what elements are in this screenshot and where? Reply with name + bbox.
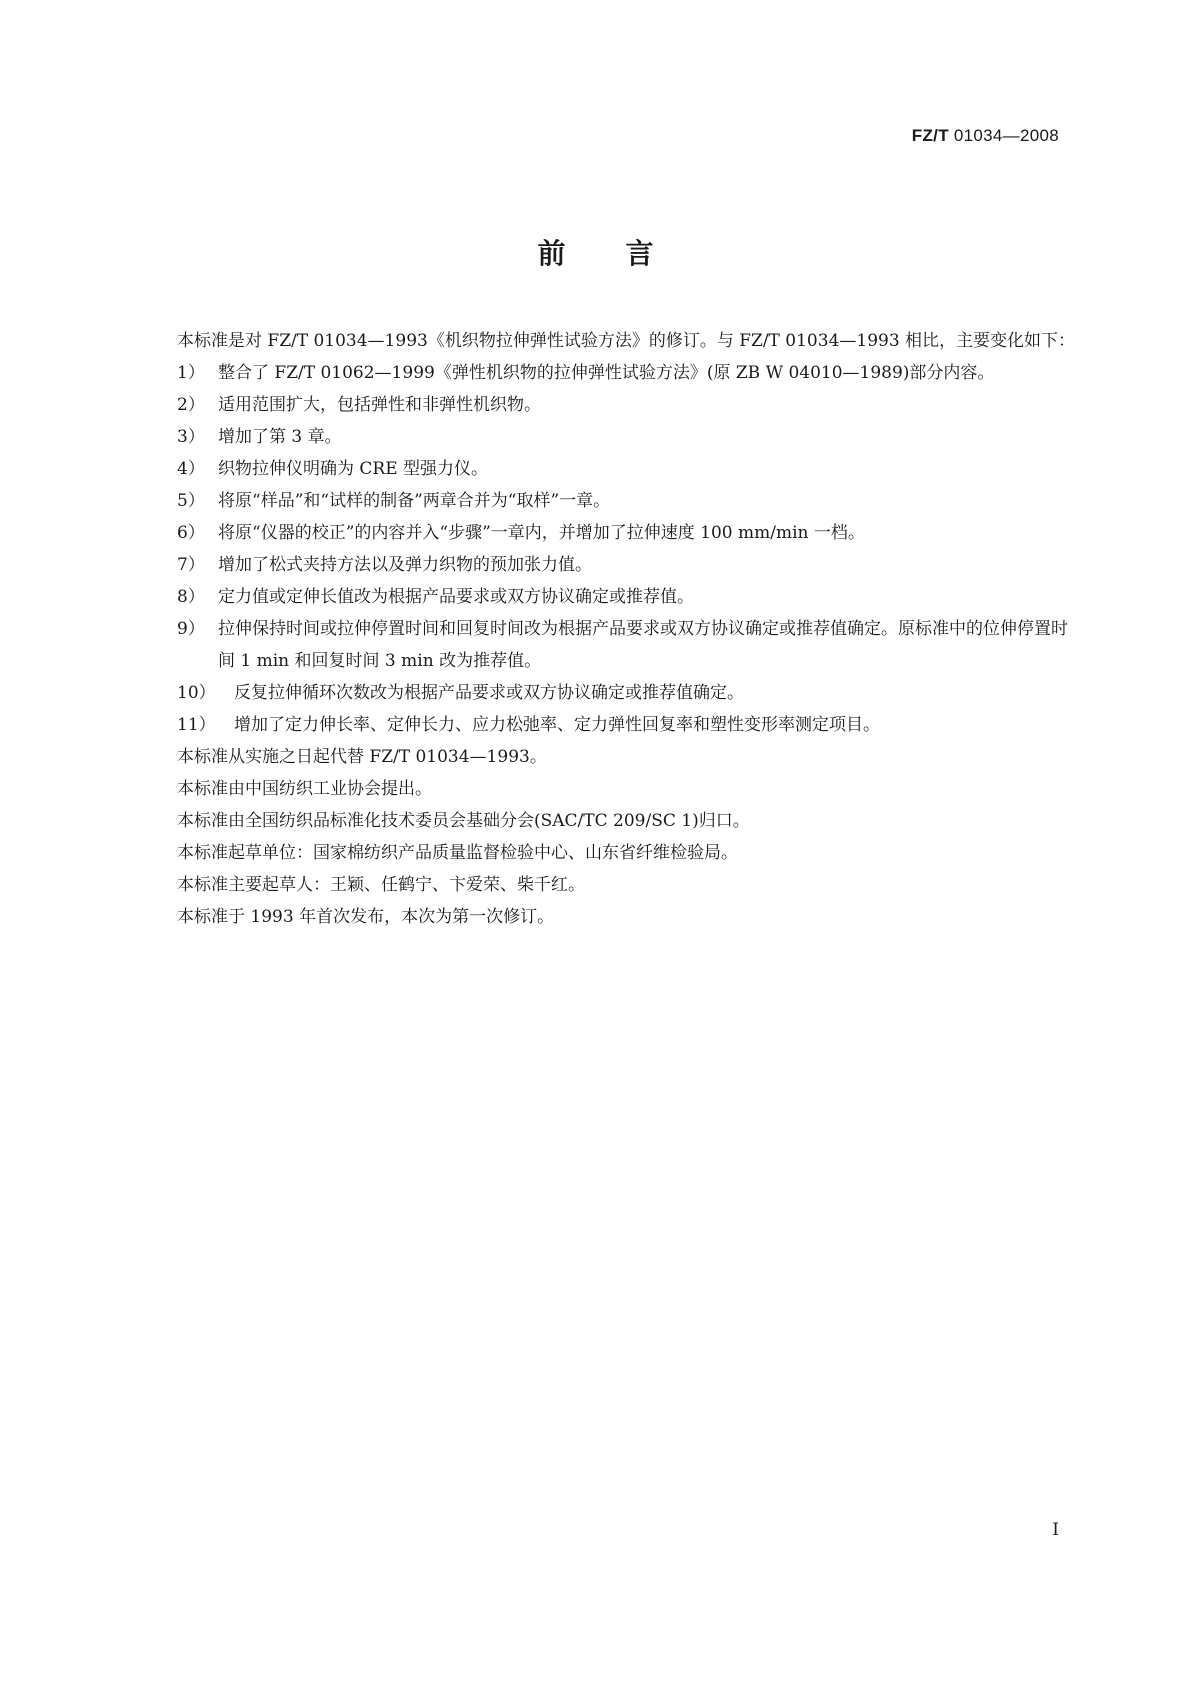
list-item: [132, 421, 1077, 453]
list-item: [132, 677, 1077, 709]
item-text: 定力值或定伸长值改为根据产品要求或双方协议确定或推荐值。: [218, 587, 694, 607]
page-title: 前言: [537, 237, 714, 270]
item-number: 3）: [177, 427, 205, 447]
list-item: [132, 709, 1077, 741]
list-item: [132, 453, 1077, 485]
list-item: [132, 485, 1077, 517]
list-item: [132, 549, 1077, 581]
list-item: [132, 389, 1077, 421]
item-number: 6）: [177, 523, 205, 543]
intro-paragraph: 本标准是对 FZ/T 01034—1993《机织物拉伸弹性试验方法》的修订。与 FZ/T 01034—1993 相比，主要变化如下：: [177, 331, 1076, 351]
item-text: 织物拉伸仪明确为 CRE 型强力仪。: [218, 459, 489, 479]
item-text: 增加了第 3 章。: [218, 427, 342, 447]
item-number: 2）: [177, 395, 205, 415]
replacement-statement: 本标准从实施之日起代替 FZ/T 01034—1993。: [177, 747, 547, 767]
list-item: [132, 357, 1077, 389]
list-item: [132, 613, 1077, 677]
item-number: 5）: [177, 491, 205, 511]
foreword-body: [132, 325, 1077, 933]
changes-list: [132, 357, 1077, 741]
page-number: I: [1052, 1520, 1059, 1540]
standard-code: 01034—2008: [948, 126, 1059, 145]
standard-number: [912, 126, 1059, 146]
drafters-statement: 本标准主要起草人：王颖、任鹤宁、卞爱荣、柴千红。: [177, 875, 585, 895]
item-number: 11）: [177, 715, 216, 735]
list-item: [132, 517, 1077, 549]
item-text: 增加了松式夹持方法以及弹力织物的预加张力值。: [218, 555, 592, 575]
item-text: 适用范围扩大，包括弹性和非弹性机织物。: [218, 395, 541, 415]
committee-statement: 本标准由全国纺织品标准化技术委员会基础分会(SAC/TC 209/SC 1)归口。: [177, 811, 750, 831]
item-text: 整合了 FZ/T 01062—1999《弹性机织物的拉伸弹性试验方法》(原 ZB W 04010—1989)部分内容。: [218, 363, 995, 383]
standard-prefix: FZ/T: [911, 126, 949, 145]
item-text: 反复拉伸循环次数改为根据产品要求或双方协议确定或推荐值确定。: [234, 683, 744, 703]
item-text: 将原“样品”和“试样的制备”两章合并为“取样”一章。: [218, 491, 611, 511]
list-item: [132, 581, 1077, 613]
release-history-statement: 本标准于 1993 年首次发布，本次为第一次修订。: [177, 907, 555, 927]
item-text: 将原“仪器的校正”的内容并入“步骤”一章内，并增加了拉伸速度 100 mm/min 一档。: [218, 523, 865, 543]
item-number: 4）: [177, 459, 205, 479]
item-text: 拉伸保持时间或拉伸停置时间和回复时间改为根据产品要求或双方协议确定或推荐值确定。原标准中的位伸停置时间 1 min 和回复时间 3 min 改为推荐值。: [218, 619, 1068, 671]
item-text: 增加了定力伸长率、定伸长力、应力松弛率、定力弹性回复率和塑性变形率测定项目。: [234, 715, 880, 735]
item-number: 1）: [177, 363, 205, 383]
drafting-units-statement: 本标准起草单位：国家棉纺织产品质量监督检验中心、山东省纤维检验局。: [177, 843, 738, 863]
item-number: 10）: [177, 683, 216, 703]
proposer-statement: 本标准由中国纺织工业协会提出。: [177, 779, 432, 799]
item-number: 7）: [177, 555, 205, 575]
item-number: 8）: [177, 587, 205, 607]
item-number: 9）: [177, 619, 205, 639]
